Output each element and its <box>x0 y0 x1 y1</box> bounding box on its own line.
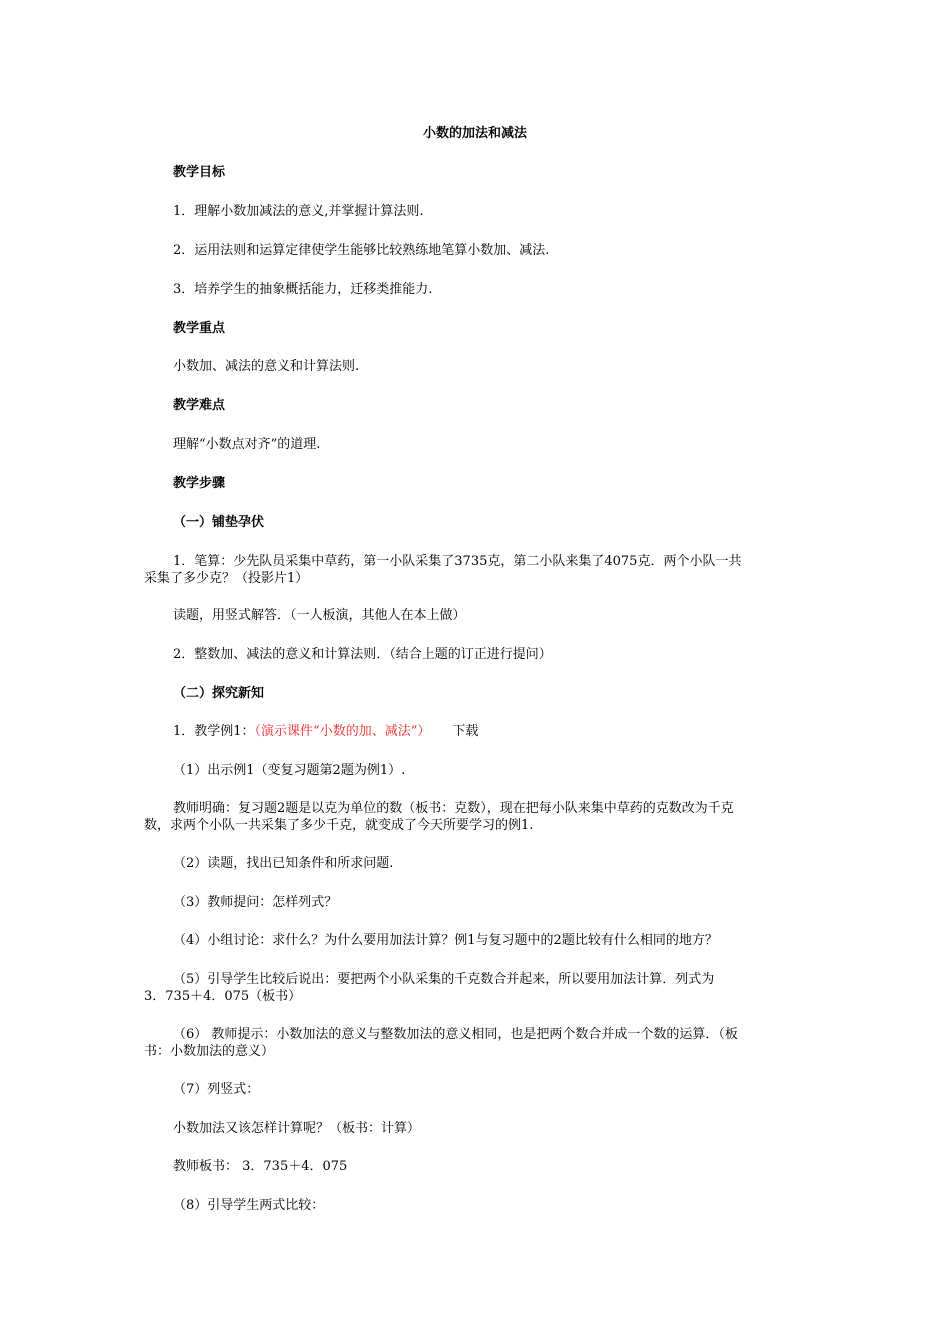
key-points-text: 小数加、减法的意义和计算法则. <box>173 359 360 374</box>
section1-heading: （一）铺垫孕伏 <box>173 515 265 530</box>
step-item: （4）小组讨论：求什么？为什么要用加法计算？例1与复习题中的2题比较有什么相同的地方？ <box>173 933 718 948</box>
section1-paragraph: 读题，用竖式解答．（一人板演，其他人在本上做） <box>173 608 466 623</box>
key-points-heading: 教学重点 <box>173 321 226 336</box>
section1-paragraph: 2．整数加、减法的意义和计算法则．（结合上题的订正进行提问） <box>173 647 552 662</box>
step-note-line: 数，求两个小队一共采集了多少千克，就变成了今天所要学习的例1. <box>144 818 534 833</box>
section1-paragraph-line: 1．笔算：少先队员采集中草药，第一小队采集了3735克，第二小队来集了4075克．两个小队一共 <box>173 554 742 569</box>
goals-heading: 教学目标 <box>173 165 226 180</box>
section1-paragraph-line: 采集了多少克？（投影片1） <box>144 571 309 586</box>
step-item: （8）引导学生两式比较： <box>173 1198 325 1213</box>
step-question: 小数加法又该怎样计算呢？（板书：计算） <box>173 1121 421 1136</box>
example1-label: 1．教学例1： <box>173 724 255 739</box>
steps-heading: 教学步骤 <box>173 476 226 491</box>
step-item: （3）教师提问：怎样列式？ <box>173 895 338 910</box>
board-writing: 教师板书： 3．735＋4．075 <box>173 1159 348 1174</box>
difficulty-heading: 教学难点 <box>173 398 226 413</box>
section2-heading: （二）探究新知 <box>173 686 265 701</box>
step-item-line: （6） 教师提示：小数加法的意义与整数加法的意义相同，也是把两个数合并成一个数的运算．（板 <box>173 1027 738 1042</box>
goal-item: 2．运用法则和运算定律使学生能够比较熟练地笔算小数加、减法. <box>173 243 550 258</box>
step-item: （7）列竖式： <box>173 1082 260 1097</box>
step-item-line: 3．735＋4．075（板书） <box>144 989 302 1004</box>
difficulty-text: 理解“小数点对齐”的道理. <box>173 437 321 452</box>
download-link[interactable]: 下载 <box>452 724 479 739</box>
step-item: （1）出示例1（变复习题第2题为例1）. <box>173 763 406 778</box>
courseware-link[interactable]: （演示课件“小数的加、减法”） <box>254 724 431 739</box>
step-note-line: 教师明确：复习题2题是以克为单位的数（板书：克数），现在把每小队来集中草药的克数改为千克 <box>173 801 734 816</box>
step-item-line: 书：小数加法的意义） <box>144 1044 275 1059</box>
example1-line <box>173 723 478 740</box>
step-item-line: （5）引导学生比较后说出：要把两个小队采集的千克数合并起来，所以要用加法计算．列式为 <box>173 972 715 987</box>
page-title: 小数的加法和减法 <box>422 126 527 141</box>
goal-item: 3．培养学生的抽象概括能力，迁移类推能力. <box>173 282 433 297</box>
goal-item: 1．理解小数加减法的意义,并掌握计算法则. <box>173 204 424 219</box>
step-item: （2）读题，找出已知条件和所求问题. <box>173 856 394 871</box>
